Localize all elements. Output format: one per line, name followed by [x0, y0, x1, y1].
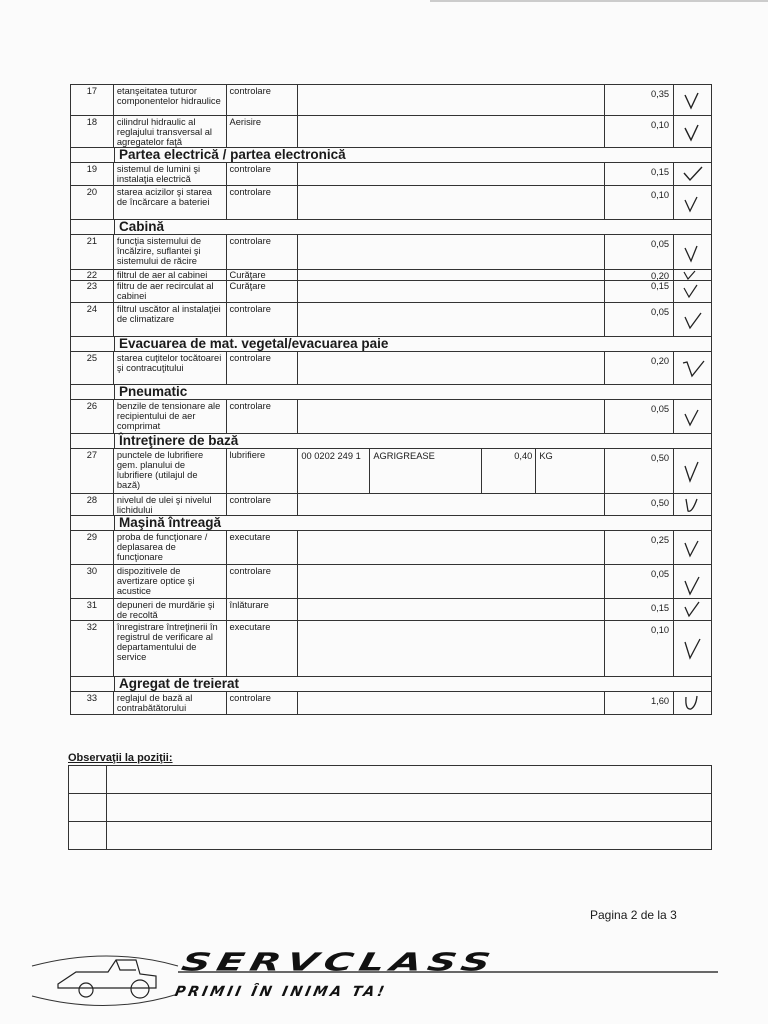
- row-material: [298, 235, 605, 269]
- row-number: 22: [71, 270, 114, 280]
- table-row: [70, 163, 712, 186]
- row-description: filtru de aer recirculat al cabinei: [114, 281, 227, 302]
- row-action: controlare: [227, 235, 299, 269]
- brand-logo-text: SERVCLASS: [178, 948, 499, 977]
- observation-row: [69, 794, 711, 822]
- checkmark-cell: [674, 163, 711, 185]
- table-row: [70, 494, 712, 516]
- scan-edge-line: [430, 0, 768, 2]
- row-time: 0,10: [605, 186, 674, 219]
- row-description: funcţia sistemului de încălzire, suflantei şi sistemului de răcire: [114, 235, 227, 269]
- checkmark-cell: [674, 281, 711, 302]
- row-time: 0,05: [605, 235, 674, 269]
- row-material: [298, 352, 605, 384]
- material-unit: KG: [539, 451, 553, 461]
- checkmark-cell: [674, 116, 711, 147]
- table-row: [70, 400, 712, 434]
- table-row: [70, 303, 712, 337]
- checkmark-cell: [674, 235, 711, 269]
- section-header: [70, 337, 712, 352]
- handwritten-check-icon: [682, 601, 702, 619]
- row-description: cilindrul hidraulic al reglajului transversal al agregatelor faţă: [114, 116, 227, 147]
- table-row: [70, 449, 712, 494]
- row-time: 0,35: [605, 85, 674, 115]
- material-code: 00 0202 249 1: [298, 449, 370, 493]
- handwritten-check-icon: [682, 270, 698, 280]
- row-number: 21: [71, 235, 114, 269]
- row-time: 0,25: [605, 531, 674, 564]
- checkmark-cell: [674, 531, 711, 564]
- row-number: 19: [71, 163, 114, 185]
- handwritten-check-icon: [682, 311, 704, 331]
- checkmark-cell: [674, 400, 711, 433]
- row-material: [298, 565, 605, 598]
- table-row: [70, 84, 712, 116]
- handwritten-check-icon: [682, 123, 702, 143]
- section-title: Partea electrică / partea electronică: [119, 147, 346, 162]
- row-material: [298, 270, 605, 280]
- handwritten-check-icon: [682, 165, 704, 183]
- row-number: 27: [71, 449, 114, 493]
- row-action: Curăţare: [227, 270, 299, 280]
- section-title: Agregat de treierat: [119, 676, 240, 691]
- page-number: Pagina 2 de la 3: [590, 908, 677, 922]
- row-action: controlare: [227, 352, 299, 384]
- row-action: controlare: [227, 186, 299, 219]
- row-number: 30: [71, 565, 114, 598]
- brand-motto: PRIMII ÎN INIMA TA!: [173, 984, 389, 1000]
- handwritten-check-icon: [682, 194, 702, 214]
- section-title: Maşină întreagă: [119, 515, 222, 530]
- row-number: 25: [71, 352, 114, 384]
- row-time: 0,50: [605, 449, 674, 493]
- table-row: [70, 281, 712, 303]
- observations-table: [68, 765, 712, 850]
- section-title: Evacuarea de mat. vegetal/evacuarea paie: [119, 336, 389, 351]
- table-row: [70, 270, 712, 281]
- section-title: Cabină: [119, 219, 165, 234]
- row-action: controlare: [227, 303, 299, 336]
- table-row: [70, 235, 712, 270]
- section-header: [70, 220, 712, 235]
- checkmark-cell: [674, 352, 711, 384]
- section-title: Pneumatic: [119, 384, 188, 399]
- handwritten-check-icon: [682, 637, 704, 661]
- row-description: etanşeitatea tuturor componentelor hidraulice: [114, 85, 227, 115]
- row-material: [298, 599, 605, 620]
- row-description: depuneri de murdărie şi de recoltă: [114, 599, 227, 620]
- swoosh-line: [32, 956, 178, 966]
- handwritten-check-icon: [682, 91, 702, 111]
- row-number: 32: [71, 621, 114, 676]
- handwritten-check-icon: [682, 359, 706, 379]
- row-time: 0,05: [605, 303, 674, 336]
- table-row: [70, 186, 712, 220]
- material-name: AGRIGREASE: [370, 449, 482, 493]
- table-row: [70, 565, 712, 599]
- row-material: [298, 692, 605, 714]
- row-material: [298, 494, 605, 515]
- section-header: [70, 516, 712, 531]
- section-header: [70, 148, 712, 163]
- handwritten-check-icon: [682, 243, 702, 263]
- row-material: [298, 281, 605, 302]
- row-time: 0,20: [605, 352, 674, 384]
- handwritten-check-icon: [682, 283, 700, 299]
- checkmark-cell: [674, 303, 711, 336]
- handwritten-check-icon: [682, 496, 702, 514]
- row-number: 29: [71, 531, 114, 564]
- table-row: [70, 352, 712, 385]
- row-material: [298, 400, 605, 433]
- row-time: 0,05: [605, 400, 674, 433]
- row-description: dispozitivele de avertizare optice şi acustice: [114, 565, 227, 598]
- row-material: [298, 116, 605, 147]
- row-time: 1,60: [605, 692, 674, 714]
- row-number: 26: [71, 400, 114, 433]
- row-action: controlare: [227, 692, 299, 714]
- checkmark-cell: [674, 186, 711, 219]
- row-number: 33: [71, 692, 114, 714]
- row-description: starea cuţitelor tocătoarei şi contracuţitului: [114, 352, 227, 384]
- row-description: nivelul de ulei şi nivelul lichidului: [114, 494, 227, 515]
- row-description: proba de funcţionare / deplasarea de funcţionare: [114, 531, 227, 564]
- row-action: Curăţare: [227, 281, 299, 302]
- row-description: filtrul de aer al cabinei: [114, 270, 227, 280]
- row-material: [298, 303, 605, 336]
- row-time: 0,05: [605, 565, 674, 598]
- section-title: Întreţinere de bază: [119, 433, 239, 448]
- handwritten-check-icon: [682, 694, 702, 712]
- table-row: [70, 116, 712, 148]
- row-action: lubrifiere: [227, 449, 299, 493]
- row-action: controlare: [227, 400, 299, 433]
- row-time: 0,15: [605, 281, 674, 302]
- row-number: 18: [71, 116, 114, 147]
- row-description: filtrul uscător al instalaţiei de climatizare: [114, 303, 227, 336]
- observation-row: [69, 766, 711, 794]
- row-number: 23: [71, 281, 114, 302]
- section-header: [70, 385, 712, 400]
- observations-label: Observaţii la poziţii:: [68, 752, 173, 764]
- row-number: 24: [71, 303, 114, 336]
- row-time: 0,10: [605, 116, 674, 147]
- checkmark-cell: [674, 449, 711, 493]
- row-material: [298, 621, 605, 676]
- checkmark-cell: [674, 565, 711, 598]
- row-action: Aerisire: [227, 116, 299, 147]
- row-material: [298, 163, 605, 185]
- table-row: [70, 531, 712, 565]
- section-header: [70, 677, 712, 692]
- row-time: 0,50: [605, 494, 674, 515]
- observation-row: [69, 822, 711, 849]
- row-time: 0,20: [605, 270, 674, 280]
- row-action: executare: [227, 621, 299, 676]
- row-material: [298, 85, 605, 115]
- row-number: 20: [71, 186, 114, 219]
- row-description: înregistrare întreţinerii în registrul de verificare al departamentului de service: [114, 621, 227, 676]
- row-time: 0,15: [605, 163, 674, 185]
- table-row: [70, 599, 712, 621]
- row-material: [298, 531, 605, 564]
- checkmark-cell: [674, 494, 711, 515]
- row-action: controlare: [227, 85, 299, 115]
- row-number: 28: [71, 494, 114, 515]
- table-row: [70, 621, 712, 677]
- swoosh-line: [32, 994, 178, 1006]
- material-quantity: 0,40: [482, 449, 536, 493]
- checkmark-cell: [674, 692, 711, 714]
- combine-harvester-icon: [58, 960, 156, 998]
- handwritten-check-icon: [682, 574, 702, 596]
- row-time: 0,15: [605, 599, 674, 620]
- row-action: executare: [227, 531, 299, 564]
- row-description: starea acizilor şi starea de încărcare a bateriei: [114, 186, 227, 219]
- maintenance-checklist-table: [70, 84, 712, 715]
- handwritten-check-icon: [682, 459, 702, 483]
- row-number: 17: [71, 85, 114, 115]
- section-header: [70, 434, 712, 449]
- handwritten-check-icon: [682, 539, 702, 559]
- row-time: 0,10: [605, 621, 674, 676]
- row-description: reglajul de bază al contrabătătorului: [114, 692, 227, 714]
- checkmark-cell: [674, 85, 711, 115]
- row-action: înlăturare: [227, 599, 299, 620]
- checkmark-cell: [674, 621, 711, 676]
- checkmark-cell: [674, 270, 711, 280]
- row-material: [298, 186, 605, 219]
- row-description: sistemul de lumini şi instalaţia electrică: [114, 163, 227, 185]
- row-description: punctele de lubrifiere gem. planului de lubrifiere (utilajul de bază): [114, 449, 227, 493]
- row-action: controlare: [227, 565, 299, 598]
- checkmark-cell: [674, 599, 711, 620]
- handwritten-check-icon: [682, 408, 702, 428]
- row-material: [298, 449, 605, 493]
- table-row: [70, 692, 712, 715]
- row-action: controlare: [227, 494, 299, 515]
- row-action: controlare: [227, 163, 299, 185]
- row-number: 31: [71, 599, 114, 620]
- row-description: benzile de tensionare ale recipientului de aer comprimat: [114, 400, 227, 433]
